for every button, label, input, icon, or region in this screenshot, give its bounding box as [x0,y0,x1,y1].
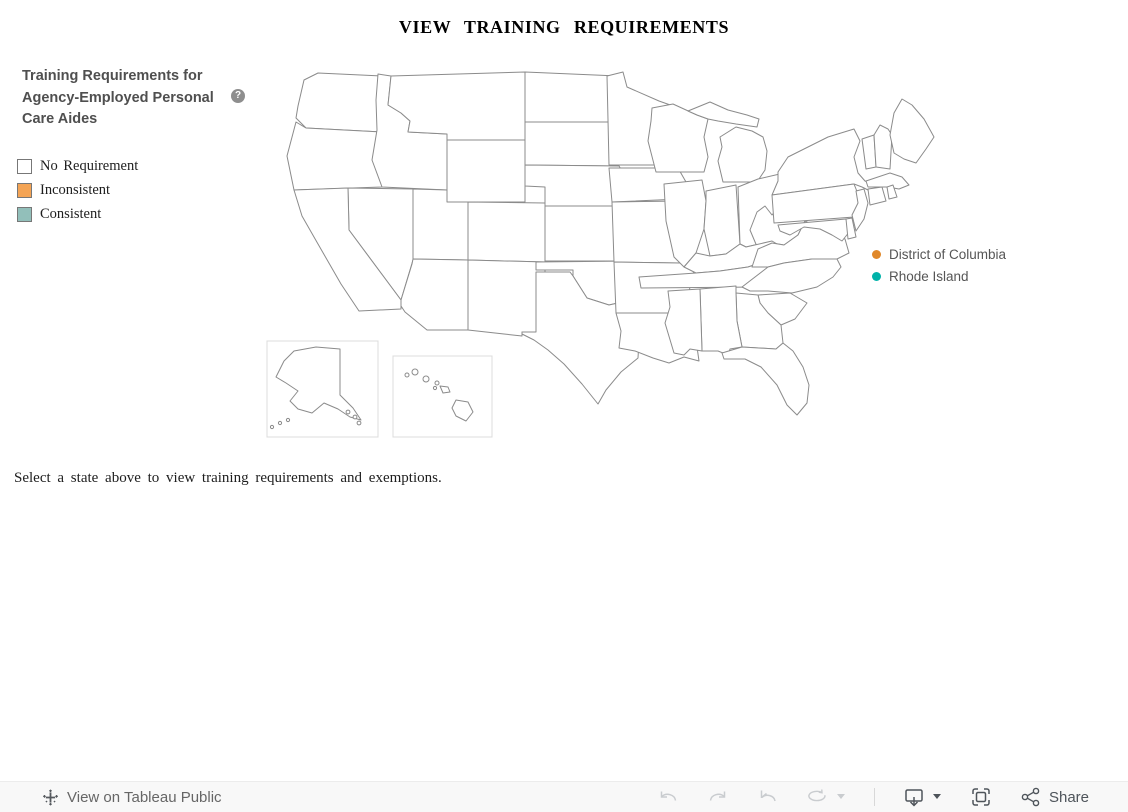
download-icon [903,786,925,808]
state-WY[interactable] [447,140,525,202]
state-AK-island[interactable] [270,425,273,428]
legend-swatch-no-requirement[interactable] [17,159,32,174]
state-OR[interactable] [287,122,382,190]
state-CT[interactable] [868,187,886,205]
legend-swatch-consistent[interactable] [17,207,32,222]
state-IN[interactable] [704,185,740,256]
legend-label: Inconsistent [40,181,111,198]
title-line-2: Agency-Employed Personal [22,89,214,106]
redo-icon [707,787,729,807]
state-AK-island[interactable] [346,410,350,414]
state-HI-island[interactable] [433,386,436,389]
state-HI-island[interactable] [440,386,450,393]
callout-district-of-columbia [872,247,1006,262]
ri-mark-label: Rhode Island [889,269,969,284]
state-AK-island[interactable] [278,421,281,424]
state-NH[interactable] [874,125,892,169]
refresh-button[interactable] [807,787,846,807]
help-icon[interactable]: ? [231,89,245,103]
download-button[interactable] [903,786,942,808]
state-FL[interactable] [722,343,809,415]
us-choropleth-map [260,60,940,450]
state-NM[interactable] [468,260,545,336]
undo-button[interactable] [657,787,679,807]
reset-button[interactable] [757,787,779,807]
color-legend [17,154,138,226]
toolbar-divider [874,788,875,806]
state-HI[interactable] [452,400,473,421]
toolbar-actions [629,786,1089,808]
undo-icon [657,787,679,807]
share-icon [1020,787,1042,807]
state-WA[interactable] [296,73,382,132]
tableau-toolbar [0,781,1128,812]
state-AK[interactable] [276,347,361,420]
redo-button[interactable] [707,787,729,807]
viz-title: VIEW TRAINING REQUIREMENTS [398,17,730,37]
state-HI-island[interactable] [435,381,439,385]
dc-mark-label: District of Columbia [889,247,1007,262]
state-AL[interactable] [700,286,742,355]
title-line-3: Care Aides [22,111,98,127]
state-CO[interactable] [468,202,545,262]
state-ME[interactable] [890,99,934,163]
legend-item-inconsistent[interactable] [17,178,138,202]
chevron-down-icon [836,794,846,800]
share-button[interactable] [1020,787,1089,807]
reset-icon [757,787,779,807]
map-card-title [22,66,222,131]
state-HI-island[interactable] [423,376,429,382]
share-label: Share [1048,788,1089,806]
dc-mark-dot[interactable] [872,250,881,259]
tableau-logo-icon [42,789,59,806]
callout-rhode-island [872,269,969,284]
state-MI[interactable] [718,127,767,182]
title-line-1: Training Requirements for [22,68,203,84]
state-HI-island[interactable] [405,373,409,377]
legend-item-no-requirement[interactable] [17,154,138,178]
fullscreen-icon [970,786,992,808]
view-on-tableau-public-link[interactable] [42,789,222,806]
instruction-text: Select a state above to view training requirements and exemptions. [14,470,442,486]
legend-item-consistent[interactable] [17,202,138,226]
hawaii-inset-box [393,356,492,437]
legend-swatch-inconsistent[interactable] [17,183,32,198]
chevron-down-icon [932,794,942,800]
state-AZ[interactable] [401,259,468,330]
state-AK-island[interactable] [357,421,361,425]
replay-icon [807,787,829,807]
state-HI-island[interactable] [412,369,418,375]
ri-mark-dot[interactable] [872,272,881,281]
legend-label: Consistent [40,205,102,222]
state-AK-island[interactable] [286,418,289,421]
view-on-tableau-public-label: View on Tableau Public [67,788,222,806]
legend-label: No Requirement [40,157,139,174]
fullscreen-button[interactable] [970,786,992,808]
state-MT[interactable] [388,72,525,140]
state-AK-island[interactable] [353,415,357,419]
